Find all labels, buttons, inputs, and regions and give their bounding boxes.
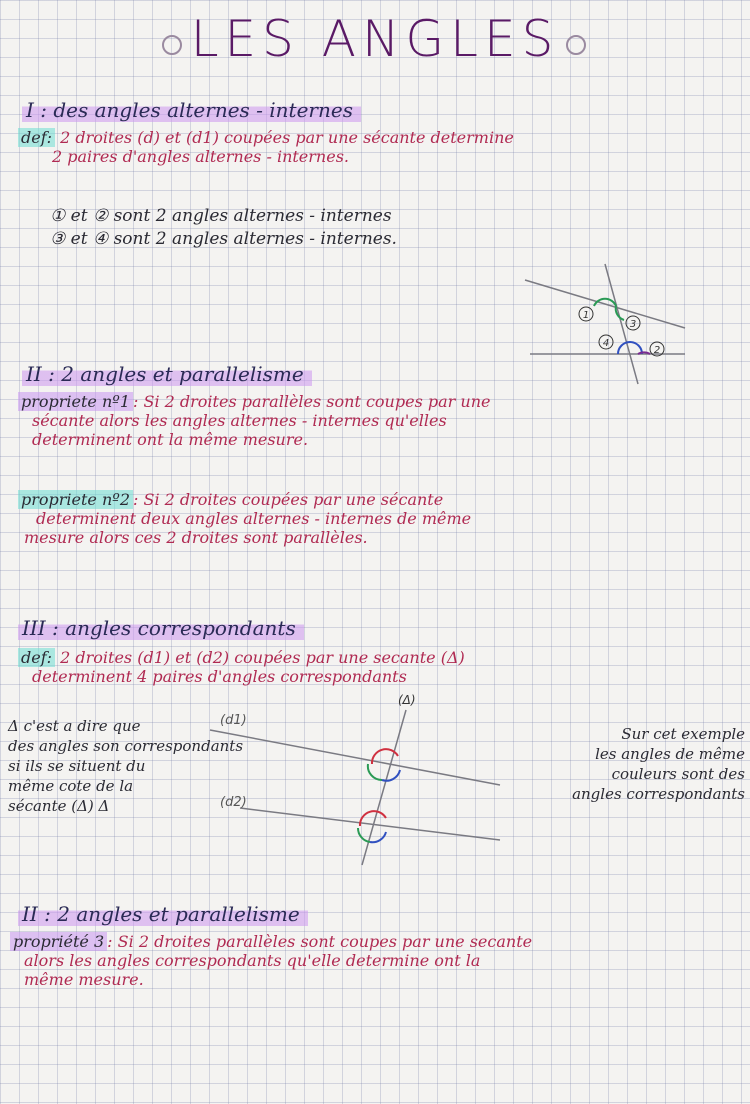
- angle-arc-blue: [382, 770, 400, 781]
- note-line: les angles de même: [595, 745, 745, 763]
- property-line: determinent ont la même mesure.: [32, 430, 309, 449]
- property-line: sécante alors les angles alternes - internes qu'elles: [32, 411, 447, 430]
- line-d: [525, 280, 685, 328]
- page-title: LES ANGLES: [190, 10, 560, 68]
- def-label: def:: [18, 648, 55, 667]
- property-line: alors les angles correspondants qu'elle determine ont la: [24, 951, 481, 970]
- property-line: mesure alors ces 2 droites sont parallèles.: [24, 528, 368, 547]
- section-4-heading: II : 2 angles et parallelisme: [18, 902, 308, 926]
- line-d1: [210, 730, 500, 785]
- angle-arc-blue: [370, 832, 386, 842]
- diagram-label-2: 2: [653, 345, 661, 356]
- property-2-label: propriete nº2: [18, 490, 133, 509]
- pair-line: ① et ② sont 2 angles alternes - internes: [50, 206, 392, 226]
- section-2-heading: II : 2 angles et parallelisme: [22, 362, 312, 386]
- def-line: 2 droites (d1) et (d2) coupées par une secante (Δ): [60, 648, 465, 667]
- section-3-heading: III : angles correspondants: [18, 616, 304, 640]
- section-3-definition: [18, 648, 738, 686]
- label-delta: (Δ): [398, 693, 416, 707]
- note-line: même cote de la: [8, 777, 134, 795]
- property-line: même mesure.: [24, 970, 144, 989]
- note-line: sécante (Δ) Δ: [8, 797, 110, 815]
- property-line: : Si 2 droites coupées par une sécante: [133, 490, 444, 509]
- property-line: : Si 2 droites parallèles sont coupes par une: [133, 392, 491, 411]
- property-1: [18, 392, 738, 449]
- note-line: Δ c'est a dire que: [8, 717, 141, 735]
- property-3: [10, 932, 740, 989]
- note-line: Sur cet exemple: [621, 725, 745, 743]
- diagram-label-3: 3: [629, 319, 637, 330]
- alternate-interior-angles-diagram: [520, 262, 690, 387]
- note-line: des angles son correspondants: [8, 737, 244, 755]
- diagram-label-4: 4: [602, 338, 610, 349]
- section-1-definition: [18, 128, 738, 166]
- note-line: si ils se situent du: [8, 757, 146, 775]
- pair-line: ③ et ④ sont 2 angles alternes - internes.: [50, 229, 397, 249]
- section-1-heading: I : des angles alternes - internes: [22, 98, 361, 122]
- property-3-label: propriété 3: [10, 932, 107, 951]
- note-line: angles correspondants: [572, 785, 745, 803]
- def-label: def:: [18, 128, 55, 147]
- property-line: determinent deux angles alternes - internes de même: [36, 509, 472, 528]
- note-right: [500, 724, 745, 804]
- property-1-label: propriete nº1: [18, 392, 133, 411]
- angle-arc-green: [368, 764, 382, 780]
- angle-arc-green: [358, 828, 370, 842]
- label-d1: (d1): [220, 713, 247, 728]
- angle-arc-green: [594, 299, 616, 306]
- def-line: 2 paires d'angles alternes - internes.: [52, 147, 349, 166]
- def-line: 2 droites (d) et (d1) coupées par une sécante determine: [60, 128, 514, 147]
- corresponding-angles-diagram: [200, 690, 510, 870]
- property-line: : Si 2 droites parallèles sont coupes par une secante: [107, 932, 533, 951]
- label-d2: (d2): [220, 795, 247, 810]
- note-line: couleurs sont des: [611, 765, 745, 783]
- def-line: determinent 4 paires d'angles correspondants: [32, 667, 407, 686]
- property-2: [18, 490, 738, 547]
- diagram-label-1: 1: [582, 310, 590, 321]
- title-right-dot: [566, 35, 586, 55]
- section-1-pairs: [50, 205, 397, 251]
